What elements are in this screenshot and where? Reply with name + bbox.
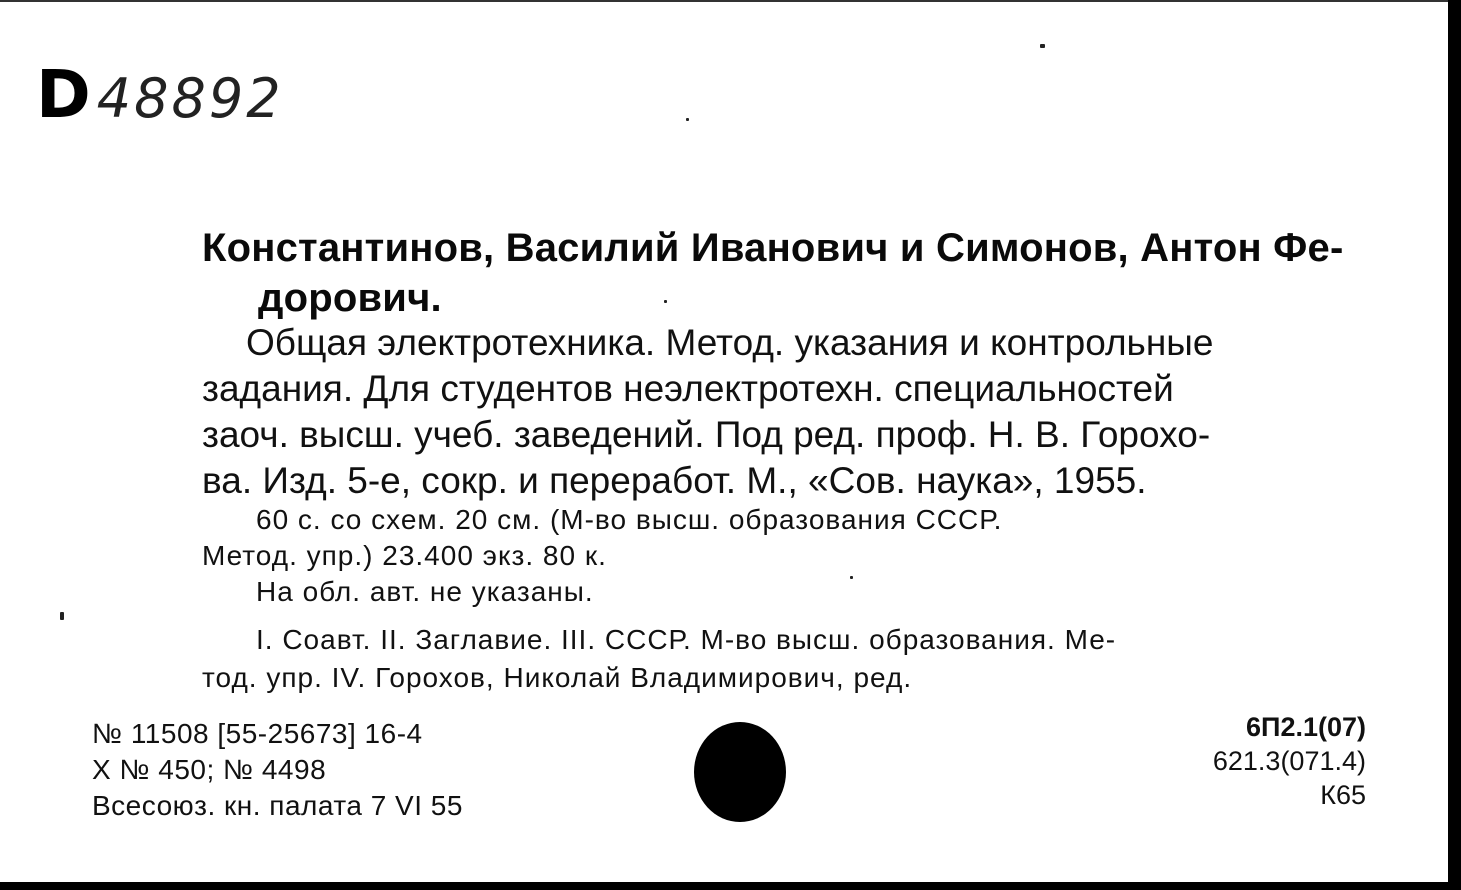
- scan-border-bottom: [0, 882, 1461, 890]
- description-line-2: Метод. упр.) 23.400 экз. 80 к.: [202, 540, 607, 571]
- footer-registration-number: № 11508 [55-25673] 16-4: [92, 718, 423, 749]
- title-line-1: Общая электротехника. Метод. указания и контрольные: [246, 322, 1214, 363]
- classification-author-mark: К65: [1320, 780, 1366, 810]
- scan-speck: [850, 576, 853, 579]
- scan-border-right: [1448, 0, 1461, 890]
- title-line-3: заоч. высш. учеб. заведений. Под ред. проф. Н. В. Горохо-: [202, 414, 1211, 455]
- description-line-1: 60 с. со схем. 20 см. (М-во высш. образования СССР.: [256, 504, 1003, 535]
- scan-speck: [686, 118, 689, 121]
- scan-speck: [664, 300, 667, 303]
- card-punch-hole: [694, 722, 786, 822]
- footer-order-numbers: Х № 450; № 4498: [92, 754, 327, 785]
- classification-bbk: 6П2.1(07): [1246, 712, 1366, 742]
- handwritten-inventory-number: [36, 56, 284, 133]
- author-heading-line-2: дорович.: [258, 276, 442, 320]
- scan-speck: [60, 612, 64, 620]
- inventory-mark: D: [36, 56, 91, 133]
- author-heading-line-1: Константинов, Василий Иванович и Симонов, Антон Фе-: [202, 226, 1344, 270]
- tracings-line-2: тод. упр. IV. Горохов, Николай Владимирович, ред.: [202, 662, 913, 693]
- title-line-2: задания. Для студентов неэлектротехн. специальностей: [202, 368, 1174, 409]
- scan-speck: [1040, 44, 1045, 48]
- footer-chamber-date: Всесоюз. кн. палата 7 VI 55: [92, 790, 463, 821]
- card-top-edge: [0, 0, 1448, 2]
- description-line-3: На обл. авт. не указаны.: [256, 576, 594, 607]
- classification-udc: 621.3(071.4): [1212, 746, 1366, 776]
- title-line-4: ва. Изд. 5-е, сокр. и переработ. М., «Сов. наука», 1955.: [202, 460, 1147, 501]
- tracings-line-1: I. Соавт. II. Заглавие. III. СССР. М-во высш. образования. Ме-: [256, 624, 1117, 655]
- inventory-digits: 48892: [96, 67, 284, 130]
